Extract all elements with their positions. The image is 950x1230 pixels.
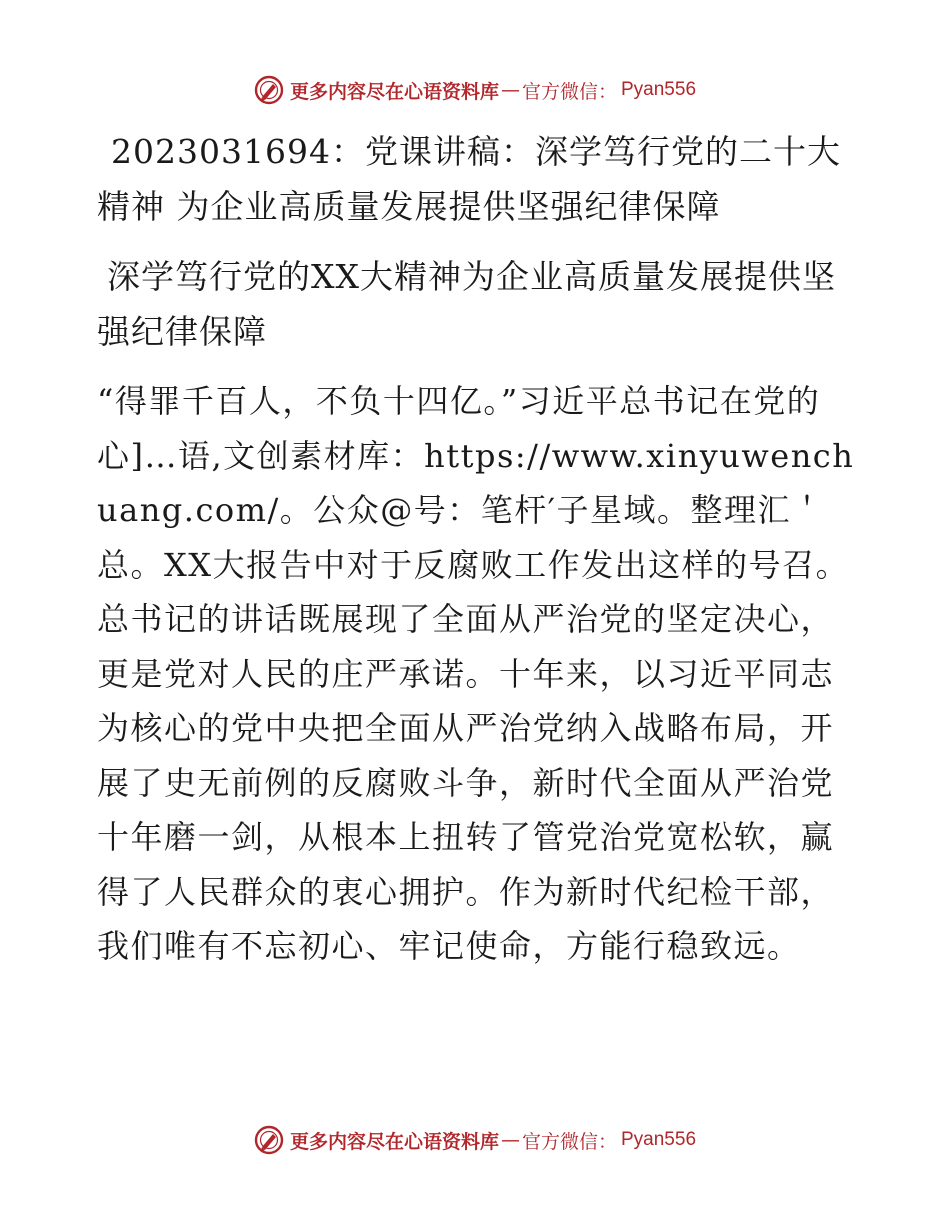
body-paragraph: “得罪千百人，不负十四亿。”习近平总书记在党的心]…语,文创素材库：https://www.xinyuwenchuang.com/。公众@号：笔杆′子星域。整理汇＇总。XX大报告中对于反腐败工作发出这样的号召。总书记的讲话既展现了全面从严治党的坚定决心，更是党对人民的庄严承诺。十年来，以习近平同志为核心的党中央把全面从严治党纳入战略布局，开展了史无前例的反腐败斗争，新时代全面从严治党十年磨一剑，从根本上扭转了管党治党宽松软，赢得了人民群众的衷心拥护。作为新时代纪检干部，我们唯有不忘初心、牢记使命，方能行稳致远。 — [97, 382, 855, 965]
banner-separator: — — [500, 79, 520, 101]
red-pen-circle-logo-icon — [254, 1125, 284, 1155]
document-subtitle: 深学笃行党的XX大精神为企业高质量发展提供坚强纪律保障 — [97, 257, 836, 351]
banner-main-text: 更多内容尽在心语资料库 — [289, 1130, 499, 1153]
document-title: 2023031694：党课讲稿：深学笃行党的二十大精神 为企业高质量发展提供坚强纪律保障 — [97, 132, 841, 226]
footer-banner — [0, 1120, 950, 1160]
banner-contact-label: 官方微信： — [521, 80, 617, 103]
banner-main-text: 更多内容尽在心语资料库 — [289, 80, 499, 103]
header-banner — [0, 70, 950, 110]
banner-separator: — — [500, 1129, 520, 1151]
banner-wechat-id: Pyan556 — [621, 79, 697, 100]
red-pen-circle-logo-icon — [254, 75, 284, 105]
banner-contact-label: 官方微信： — [521, 1130, 617, 1153]
document-content — [97, 124, 857, 974]
banner-wechat-id: Pyan556 — [621, 1129, 697, 1150]
